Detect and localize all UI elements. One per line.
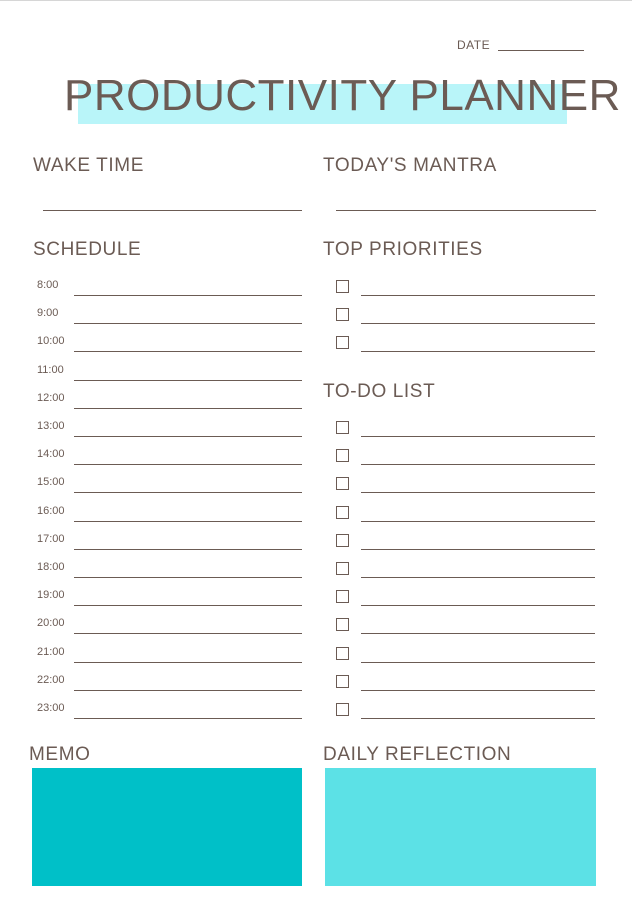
schedule-entry-line[interactable] [74, 323, 302, 324]
todo-entry-line[interactable] [361, 633, 595, 634]
todo-entry-line[interactable] [361, 690, 595, 691]
schedule-entry-line[interactable] [74, 690, 302, 691]
schedule-time: 21:00 [37, 645, 65, 658]
schedule-entry-line[interactable] [74, 380, 302, 381]
memo-box[interactable] [32, 768, 302, 886]
page-title: PRODUCTIVITY PLANNER [64, 71, 621, 120]
wake-time-line[interactable] [43, 210, 302, 211]
memo-heading: MEMO [29, 744, 91, 765]
todo-checkbox[interactable] [336, 562, 349, 575]
schedule-time: 10:00 [37, 335, 65, 348]
todo-list-heading: TO-DO LIST [323, 381, 436, 402]
todo-entry-line[interactable] [361, 521, 595, 522]
priority-entry-line[interactable] [361, 323, 595, 324]
schedule-time: 20:00 [37, 617, 65, 630]
todo-checkbox[interactable] [336, 647, 349, 660]
schedule-time: 19:00 [37, 589, 65, 602]
todo-checkbox[interactable] [336, 534, 349, 547]
todo-checkbox[interactable] [336, 675, 349, 688]
priority-entry-line[interactable] [361, 295, 595, 296]
todo-entry-line[interactable] [361, 549, 595, 550]
todo-entry-line[interactable] [361, 577, 595, 578]
todo-checkbox[interactable] [336, 506, 349, 519]
todays-mantra-heading: TODAY'S MANTRA [323, 155, 497, 176]
todo-entry-line[interactable] [361, 436, 595, 437]
priority-entry-line[interactable] [361, 351, 595, 352]
schedule-time: 23:00 [37, 702, 65, 714]
wake-time-heading: WAKE TIME [33, 155, 144, 176]
schedule-entry-line[interactable] [74, 633, 302, 634]
todo-entry-line[interactable] [361, 605, 595, 606]
schedule-entry-line[interactable] [74, 549, 302, 550]
schedule-time: 9:00 [37, 307, 59, 320]
todo-checkbox[interactable] [336, 703, 349, 716]
todo-entry-line[interactable] [361, 662, 595, 663]
schedule-entry-line[interactable] [74, 351, 302, 352]
todo-checkbox[interactable] [336, 421, 349, 434]
top-priorities-heading: TOP PRIORITIES [323, 239, 483, 260]
schedule-entry-line[interactable] [74, 295, 302, 296]
schedule-time: 14:00 [37, 448, 65, 461]
schedule-time: 16:00 [37, 504, 65, 517]
todo-checkbox[interactable] [336, 618, 349, 631]
todo-checkbox[interactable] [336, 590, 349, 603]
todo-checkbox[interactable] [336, 449, 349, 462]
todo-checkbox[interactable] [336, 477, 349, 490]
todo-entry-line[interactable] [361, 718, 595, 719]
todays-mantra-line[interactable] [336, 210, 596, 211]
schedule-entry-line[interactable] [74, 521, 302, 522]
priority-checkbox[interactable] [336, 308, 349, 321]
schedule-entry-line[interactable] [74, 718, 302, 719]
schedule-time: 18:00 [37, 561, 65, 573]
schedule-entry-line[interactable] [74, 605, 302, 606]
schedule-entry-line[interactable] [74, 577, 302, 578]
schedule-time: 22:00 [37, 673, 65, 686]
schedule-time: 8:00 [37, 279, 59, 291]
schedule-time: 15:00 [37, 476, 65, 489]
schedule-time: 11:00 [37, 363, 64, 376]
schedule-time: 12:00 [37, 391, 65, 404]
schedule-entry-line[interactable] [74, 408, 302, 409]
schedule-entry-line[interactable] [74, 464, 302, 465]
schedule-time: 13:00 [37, 420, 65, 432]
schedule-entry-line[interactable] [74, 662, 302, 663]
schedule-entry-line[interactable] [74, 436, 302, 437]
schedule-time: 17:00 [37, 532, 65, 545]
schedule-entry-line[interactable] [74, 492, 302, 493]
daily-reflection-heading: DAILY REFLECTION [323, 744, 512, 765]
date-label: DATE [457, 38, 491, 52]
todo-entry-line[interactable] [361, 464, 595, 465]
top-border [0, 0, 632, 1]
date-input-line[interactable] [498, 50, 584, 51]
todo-entry-line[interactable] [361, 492, 595, 493]
schedule-heading: SCHEDULE [33, 239, 142, 260]
priority-checkbox[interactable] [336, 280, 349, 293]
priority-checkbox[interactable] [336, 336, 349, 349]
daily-reflection-box[interactable] [325, 768, 596, 886]
